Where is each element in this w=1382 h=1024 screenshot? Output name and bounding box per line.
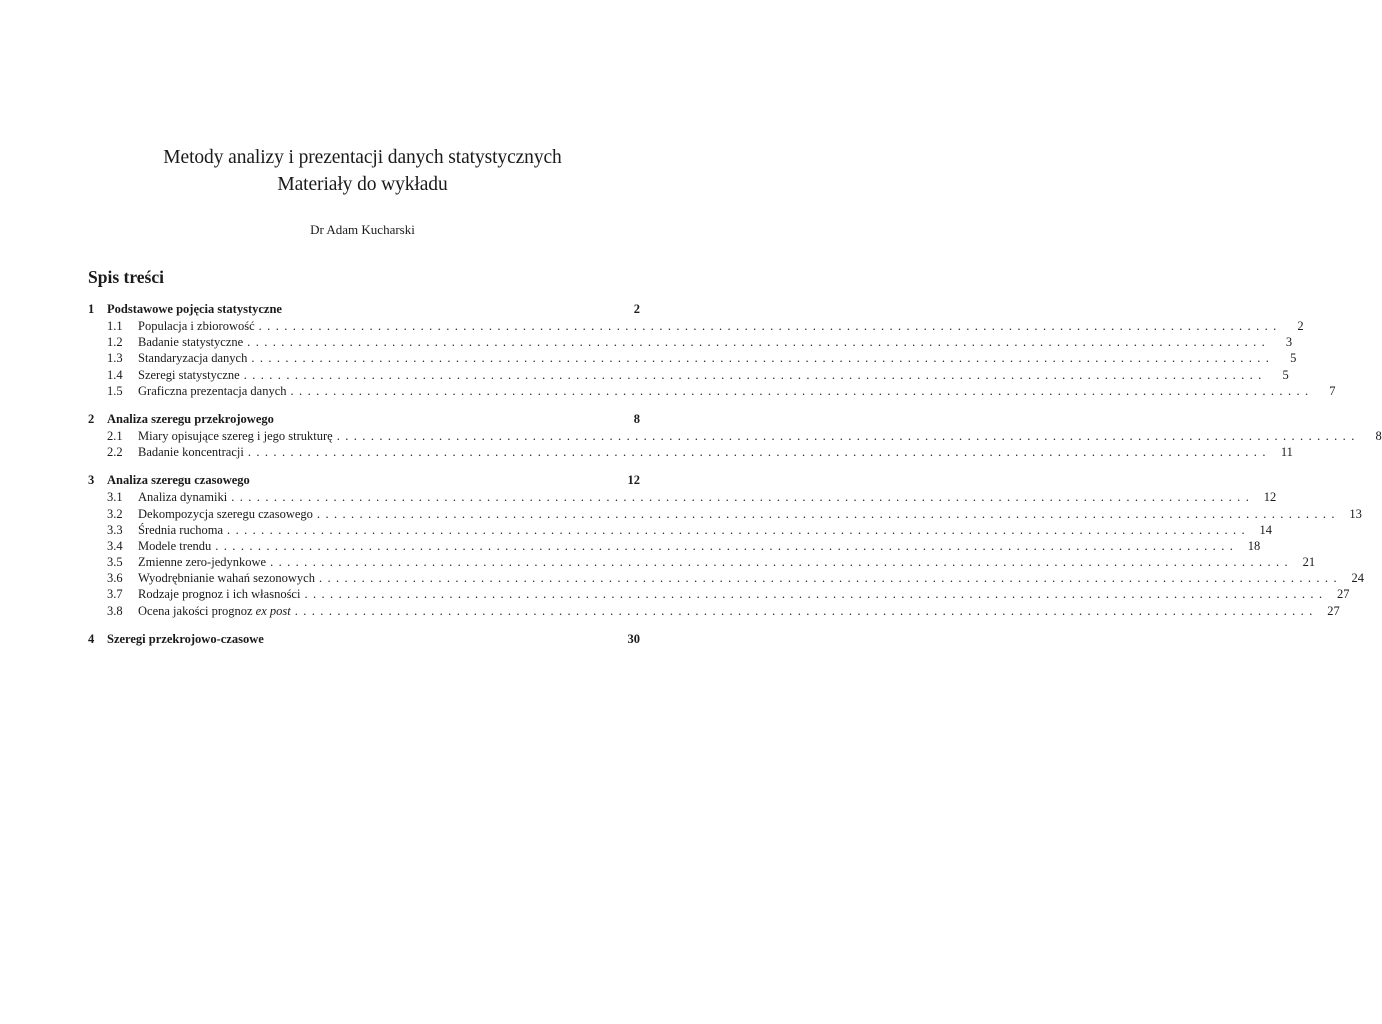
toc-subsection-entry[interactable] bbox=[88, 334, 1293, 350]
subsection-title: Szeregi statystyczne bbox=[138, 367, 240, 382]
dot-leader: ........................................................................................................................ bbox=[270, 555, 1294, 570]
subsection-page-number: 14 bbox=[1259, 522, 1273, 537]
subsection-number: 1.1 bbox=[107, 319, 123, 333]
section-title: Szeregi przekrojowo-czasowe bbox=[107, 631, 264, 646]
toc-subsection-entry[interactable] bbox=[88, 444, 1293, 460]
toc-section bbox=[88, 410, 1382, 460]
subsection-number: 3.3 bbox=[107, 522, 123, 537]
subsection-title: Modele trendu bbox=[138, 538, 212, 553]
toc-subsection-entry[interactable] bbox=[88, 367, 1289, 383]
toc-subsection-entry[interactable] bbox=[88, 489, 1277, 505]
subsection-page-number: 2 bbox=[1297, 319, 1304, 333]
subsection-title bbox=[138, 603, 291, 619]
subsection-title: Średnia ruchoma bbox=[138, 522, 224, 537]
author: Dr Adam Kucharski bbox=[310, 222, 415, 237]
toc-subsection-entry[interactable] bbox=[88, 383, 1336, 399]
subsection-page-number: 21 bbox=[1302, 555, 1316, 570]
subsection-page-number: 8 bbox=[1375, 428, 1382, 443]
toc-sections bbox=[88, 300, 1382, 648]
dot-leader: ........................................................................................................................ bbox=[336, 428, 1360, 443]
subsection-title: Analiza dynamiki bbox=[138, 490, 228, 505]
dot-leader: ........................................................................................................................ bbox=[251, 351, 1275, 366]
section-title: Analiza szeregu przekrojowego bbox=[107, 411, 274, 426]
subsection-title: Standaryzacja danych bbox=[138, 351, 248, 366]
title-block bbox=[0, 144, 725, 238]
toc-section-entry[interactable] bbox=[88, 630, 640, 648]
toc-subsection-entry[interactable] bbox=[88, 586, 1350, 602]
dot-leader: ........................................................................................................................ bbox=[243, 367, 1267, 382]
document-title: Metody analizy i prezentacji danych statystycznych bbox=[163, 147, 562, 168]
subsection-number: 3.1 bbox=[107, 490, 123, 505]
subsection-number: 2.2 bbox=[107, 445, 123, 460]
subsection-number: 1.4 bbox=[107, 367, 123, 382]
subsection-number: 1.2 bbox=[107, 335, 123, 350]
toc-subsection-entry[interactable] bbox=[88, 318, 1304, 334]
toc-subsection-entry[interactable] bbox=[88, 570, 1364, 586]
toc-section-entry[interactable] bbox=[88, 300, 640, 318]
toc-subsection-entry[interactable] bbox=[88, 506, 1362, 522]
section-title: Podstawowe pojęcia statystyczne bbox=[107, 302, 282, 316]
section-number: 2 bbox=[88, 411, 95, 426]
subsection-page-number: 27 bbox=[1336, 587, 1350, 602]
subsection-number: 3.7 bbox=[107, 587, 123, 602]
table-of-contents bbox=[88, 266, 1382, 659]
subsection-page-number: 11 bbox=[1280, 445, 1293, 460]
subsection-page-number: 5 bbox=[1290, 351, 1297, 366]
subsection-number: 1.5 bbox=[107, 383, 123, 398]
dot-leader: ........................................................................................................................ bbox=[258, 319, 1282, 333]
subsection-number: 3.5 bbox=[107, 555, 123, 570]
subsection-title-italic: ex post bbox=[255, 603, 291, 618]
toc-section bbox=[88, 471, 1364, 619]
toc-section-entry[interactable] bbox=[88, 410, 640, 428]
dot-leader: ........................................................................................................................ bbox=[215, 538, 1239, 553]
subsection-page-number: 12 bbox=[1263, 490, 1277, 505]
subsection-title: Dekompozycja szeregu czasowego bbox=[138, 506, 313, 521]
dot-leader: ........................................................................................................................ bbox=[316, 506, 1340, 521]
section-number: 4 bbox=[88, 631, 95, 646]
toc-subsection-entry[interactable] bbox=[88, 428, 1382, 444]
document-subtitle: Materiały do wykładu bbox=[277, 174, 448, 195]
dot-leader: ........................................................................................................................ bbox=[304, 587, 1328, 602]
toc-section-entry[interactable] bbox=[88, 471, 640, 489]
subsection-number: 2.1 bbox=[107, 428, 123, 443]
subsection-title: Rodzaje prognoz i ich własności bbox=[138, 587, 301, 602]
subsection-page-number: 5 bbox=[1282, 367, 1289, 382]
toc-subsection-entry[interactable] bbox=[88, 554, 1316, 570]
dot-leader: ........................................................................................................................ bbox=[247, 335, 1271, 350]
subsection-number: 3.4 bbox=[107, 538, 123, 553]
subsection-title: Miary opisujące szereg i jego strukturę bbox=[138, 428, 333, 443]
subsection-title: Populacja i zbiorowość bbox=[138, 319, 255, 333]
subsection-page-number: 7 bbox=[1329, 383, 1336, 398]
section-number: 3 bbox=[88, 473, 95, 488]
section-number: 1 bbox=[88, 302, 95, 316]
subsection-number: 1.3 bbox=[107, 351, 123, 366]
subsection-title-text: Ocena jakości prognoz bbox=[138, 603, 256, 618]
subsection-page-number: 18 bbox=[1247, 538, 1261, 553]
toc-heading: Spis treści bbox=[88, 267, 164, 287]
subsection-page-number: 13 bbox=[1349, 506, 1362, 521]
subsection-number: 3.6 bbox=[107, 571, 123, 586]
dot-leader: ........................................................................................................................ bbox=[294, 603, 1318, 618]
dot-leader: ........................................................................................................................ bbox=[231, 490, 1255, 505]
dot-leader: ........................................................................................................................ bbox=[318, 571, 1342, 586]
subsection-page-number: 3 bbox=[1285, 335, 1293, 350]
section-page-number: 30 bbox=[627, 631, 640, 646]
subsection-title: Badanie koncentracji bbox=[138, 445, 244, 460]
subsection-number: 3.2 bbox=[107, 506, 123, 521]
toc-section bbox=[88, 300, 1336, 399]
subsection-page-number: 27 bbox=[1327, 603, 1340, 618]
subsection-title: Wyodrębnianie wahań sezonowych bbox=[138, 571, 315, 586]
subsection-page-number: 24 bbox=[1351, 571, 1364, 586]
toc-subsection-entry[interactable] bbox=[88, 522, 1273, 538]
dot-leader: ........................................................................................................................ bbox=[290, 383, 1314, 398]
section-page-number: 2 bbox=[633, 302, 640, 316]
section-page-number: 12 bbox=[627, 473, 640, 488]
section-page-number: 8 bbox=[633, 411, 640, 426]
toc-subsection-entry[interactable] bbox=[88, 350, 1297, 366]
dot-leader: ........................................................................................................................ bbox=[247, 445, 1271, 460]
toc-subsection-entry[interactable] bbox=[88, 603, 1340, 619]
subsection-number: 3.8 bbox=[107, 603, 123, 618]
subsection-title: Zmienne zero-jedynkowe bbox=[138, 555, 267, 570]
toc-section bbox=[88, 630, 640, 648]
dot-leader: ........................................................................................................................ bbox=[227, 522, 1251, 537]
subsection-title: Graficzna prezentacja danych bbox=[138, 383, 287, 398]
toc-subsection-entry[interactable] bbox=[88, 538, 1261, 554]
subsection-title: Badanie statystyczne bbox=[138, 335, 244, 350]
section-title: Analiza szeregu czasowego bbox=[107, 473, 250, 488]
